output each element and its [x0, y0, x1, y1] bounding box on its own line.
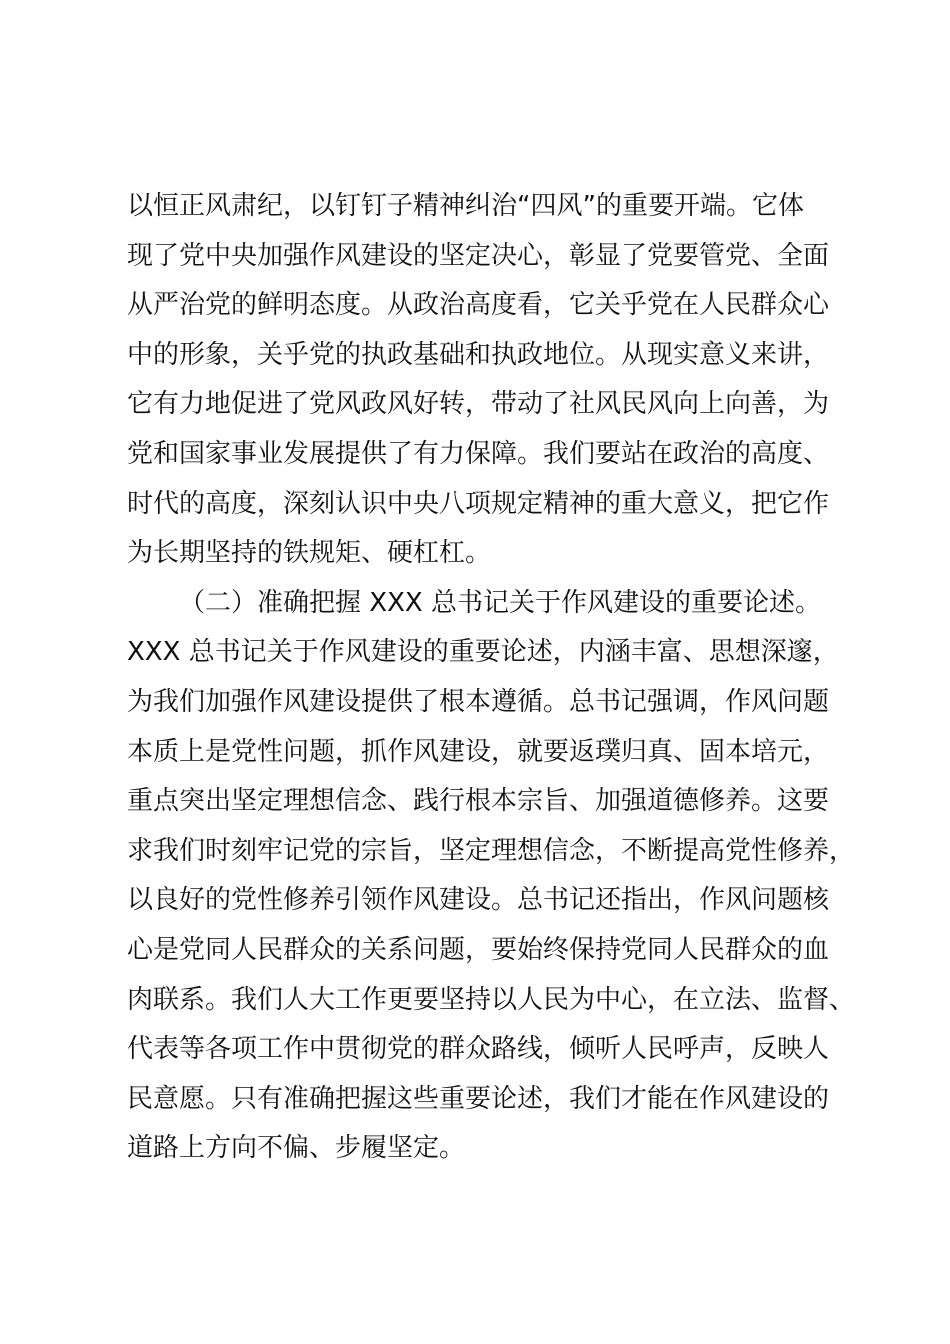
text-line: 中的形象，关乎党的执政基础和执政地位。从现实意义来讲，: [127, 339, 830, 370]
text-line: 时代的高度，深刻认识中央八项规定精神的重大意义，把它作: [127, 488, 830, 519]
text-line: 肉联系。我们人大工作更要坚持以人民为中心，在立法、监督、: [127, 984, 856, 1015]
text-line: 心是党同人民群众的关系问题，要始终保持党同人民群众的血: [127, 934, 830, 965]
text-line: 道路上方向不偏、步履坚定。: [127, 1133, 466, 1164]
text-line: 为我们加强作风建设提供了根本遵循。总书记强调，作风问题: [127, 686, 830, 717]
text-line: 求我们时刻牢记党的宗旨，坚定理想信念，不断提高党性修养，: [127, 835, 856, 866]
section-heading-line: （二）准确把握 XXX 总书记关于作风建设的重要论述。: [179, 587, 821, 618]
text-line: 本质上是党性问题，抓作风建设，就要返璞归真、固本培元，: [127, 736, 830, 767]
text-line: 党和国家事业发展提供了有力保障。我们要站在政治的高度、: [127, 438, 830, 469]
text-line: 它有力地促进了党风政风好转，带动了社风民风向上向善，为: [127, 389, 830, 420]
text-line: XXX 总书记关于作风建设的重要论述，内涵丰富、思想深邃，: [127, 637, 839, 668]
text-line: 代表等各项工作中贯彻党的群众路线，倾听人民呼声，反映人: [127, 1034, 830, 1065]
paragraph-2: [127, 579, 857, 1174]
body-text: [127, 182, 857, 1174]
paragraph-1: [127, 182, 857, 579]
text-line: 民意愿。只有准确把握这些重要论述，我们才能在作风建设的: [127, 1083, 830, 1114]
text-line: 以恒正风肃纪，以钉钉子精神纠治“四风”的重要开端。它体: [127, 191, 804, 221]
text-line: 以良好的党性修养引领作风建设。总书记还指出，作风问题核: [127, 885, 830, 916]
text-line: 从严治党的鲜明态度。从政治高度看，它关乎党在人民群众心: [127, 290, 830, 321]
text-line: 为长期坚持的铁规矩、硬杠杠。: [127, 538, 492, 569]
text-line: 现了党中央加强作风建设的坚定决心，彰显了党要管党、全面: [127, 240, 830, 271]
text-line: 重点突出坚定理想信念、践行根本宗旨、加强道德修养。这要: [127, 786, 830, 817]
